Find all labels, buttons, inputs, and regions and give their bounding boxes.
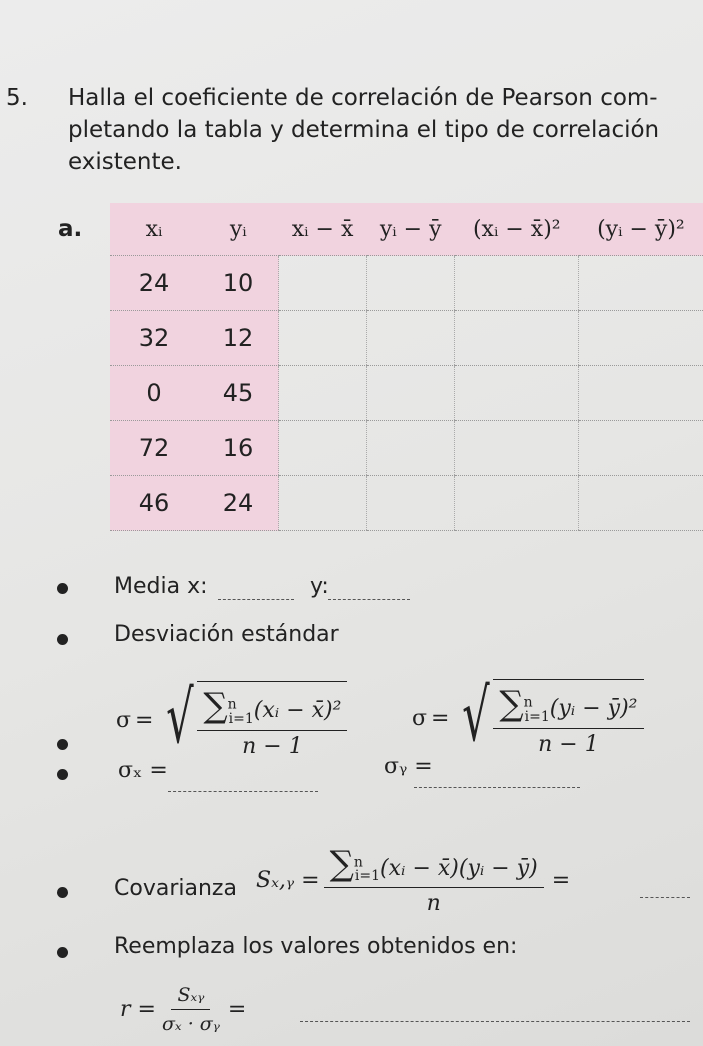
problem-number: 5. [6,85,28,111]
bullet-icon [57,583,68,594]
sigma-y-formula [412,662,644,774]
cell-blank[interactable] [579,421,703,476]
header-y-dev-sq: (yᵢ − ȳ)² [579,203,703,256]
cell-blank[interactable] [367,476,455,531]
section-label: a. [58,216,83,242]
sum-upper: n [523,694,533,711]
table-row [110,311,703,366]
table-header-row [110,203,703,256]
sigma-symbol: σ [412,705,428,731]
cell-blank[interactable] [279,311,367,366]
cell-blank[interactable] [279,256,367,311]
sum-upper: n [227,696,237,713]
table-row [110,476,703,531]
cell-y: 16 [198,421,279,476]
sum-icon: ∑ [499,684,524,725]
sigma-symbol: σ [116,707,132,733]
covariance-formula [256,832,570,928]
sigma-x-blank[interactable] [168,790,318,792]
cell-y: 45 [198,366,279,421]
media-y-label: y: [310,574,329,599]
header-x-dev-sq: (xᵢ − x̄)² [455,203,579,256]
desviacion-label: Desviación estándar [114,622,339,647]
reemplaza-label: Reemplaza los valores obtenidos en: [114,934,518,959]
problem-line-1: Halla el coeficiente de correlación de Pearson com- [68,85,658,111]
equals-sign: = [431,705,450,731]
sum-lower: i=1 [524,708,550,725]
bullet-icon [57,887,68,898]
r-label: r = [120,996,156,1022]
covarianza-label: Covarianza [114,876,237,901]
bullet-icon [57,769,68,780]
sqrt-icon: √ $\frac{\sum^n_{i=1}(xᵢ - x̄)^2}{n - 1}$ [157,681,347,758]
term-y: (yᵢ − ȳ)² [549,696,638,722]
sum-lower: i=1 [354,868,381,885]
cell-x: 72 [110,421,198,476]
header-y-dev: yᵢ − ȳ [367,203,455,256]
covariance-blank[interactable] [640,896,690,898]
cell-x: 24 [110,256,198,311]
equals-sign: = [227,996,247,1022]
header-xi: xᵢ [110,203,198,256]
problem-line-3: existente. [68,149,182,175]
media-x-blank[interactable] [218,598,294,600]
cell-blank[interactable] [279,421,367,476]
cell-x: 32 [110,311,198,366]
sigma-y-label: σᵧ = [384,754,433,779]
bullet-icon [57,947,68,958]
table-row [110,421,703,476]
cell-blank[interactable] [579,311,703,366]
cell-blank[interactable] [279,476,367,531]
problem-line-2: pletando la tabla y determina el tipo de correlación [68,117,660,143]
cell-blank[interactable] [455,421,579,476]
cell-blank[interactable] [367,256,455,311]
sum-icon: ∑ [329,843,354,884]
cell-blank[interactable] [455,366,579,421]
denominator: n − 1 [538,731,599,757]
term-x: (xᵢ − x̄)² [253,698,342,724]
table-row [110,366,703,421]
r-numerator: Sₓᵧ [171,984,210,1010]
header-yi: yᵢ [198,203,279,256]
sigma-y-blank[interactable] [414,786,580,788]
cell-blank[interactable] [455,476,579,531]
equals-sign: = [551,867,571,893]
cell-blank[interactable] [579,256,703,311]
denominator: n [426,891,441,917]
cell-blank[interactable] [455,256,579,311]
sqrt-icon: √ $\frac{\sum^n_{i=1}(yᵢ - ȳ)^2}{n - 1}$ [453,679,643,756]
cell-blank[interactable] [579,366,703,421]
r-blank[interactable] [300,1020,690,1022]
cell-blank[interactable] [367,366,455,421]
r-denominator: σₓ · σᵧ [161,1012,220,1035]
cell-blank[interactable] [367,311,455,366]
bullet-icon [57,739,68,750]
sigma-x-label: σₓ = [118,758,168,783]
cell-blank[interactable] [579,476,703,531]
media-x-label: Media x: [114,574,208,599]
data-table [110,203,703,531]
table-row [110,256,703,311]
media-y-blank[interactable] [328,598,410,600]
cov-term: (xᵢ − x̄)(yᵢ − ȳ) [380,855,538,881]
cell-blank[interactable] [279,366,367,421]
sxy-label: Sₓ,ᵧ = [256,867,320,893]
denominator: n − 1 [242,733,303,759]
cell-blank[interactable] [455,311,579,366]
sum-icon: ∑ [203,686,228,727]
bullet-icon [57,634,68,645]
sum-upper: n [353,854,363,871]
cell-y: 10 [198,256,279,311]
r-formula [120,974,246,1044]
cell-x: 46 [110,476,198,531]
cell-blank[interactable] [367,421,455,476]
cell-y: 24 [198,476,279,531]
cell-y: 12 [198,311,279,366]
header-x-dev: xᵢ − x̄ [279,203,367,256]
cell-x: 0 [110,366,198,421]
equals-sign: = [135,707,154,733]
sum-lower: i=1 [228,710,254,727]
